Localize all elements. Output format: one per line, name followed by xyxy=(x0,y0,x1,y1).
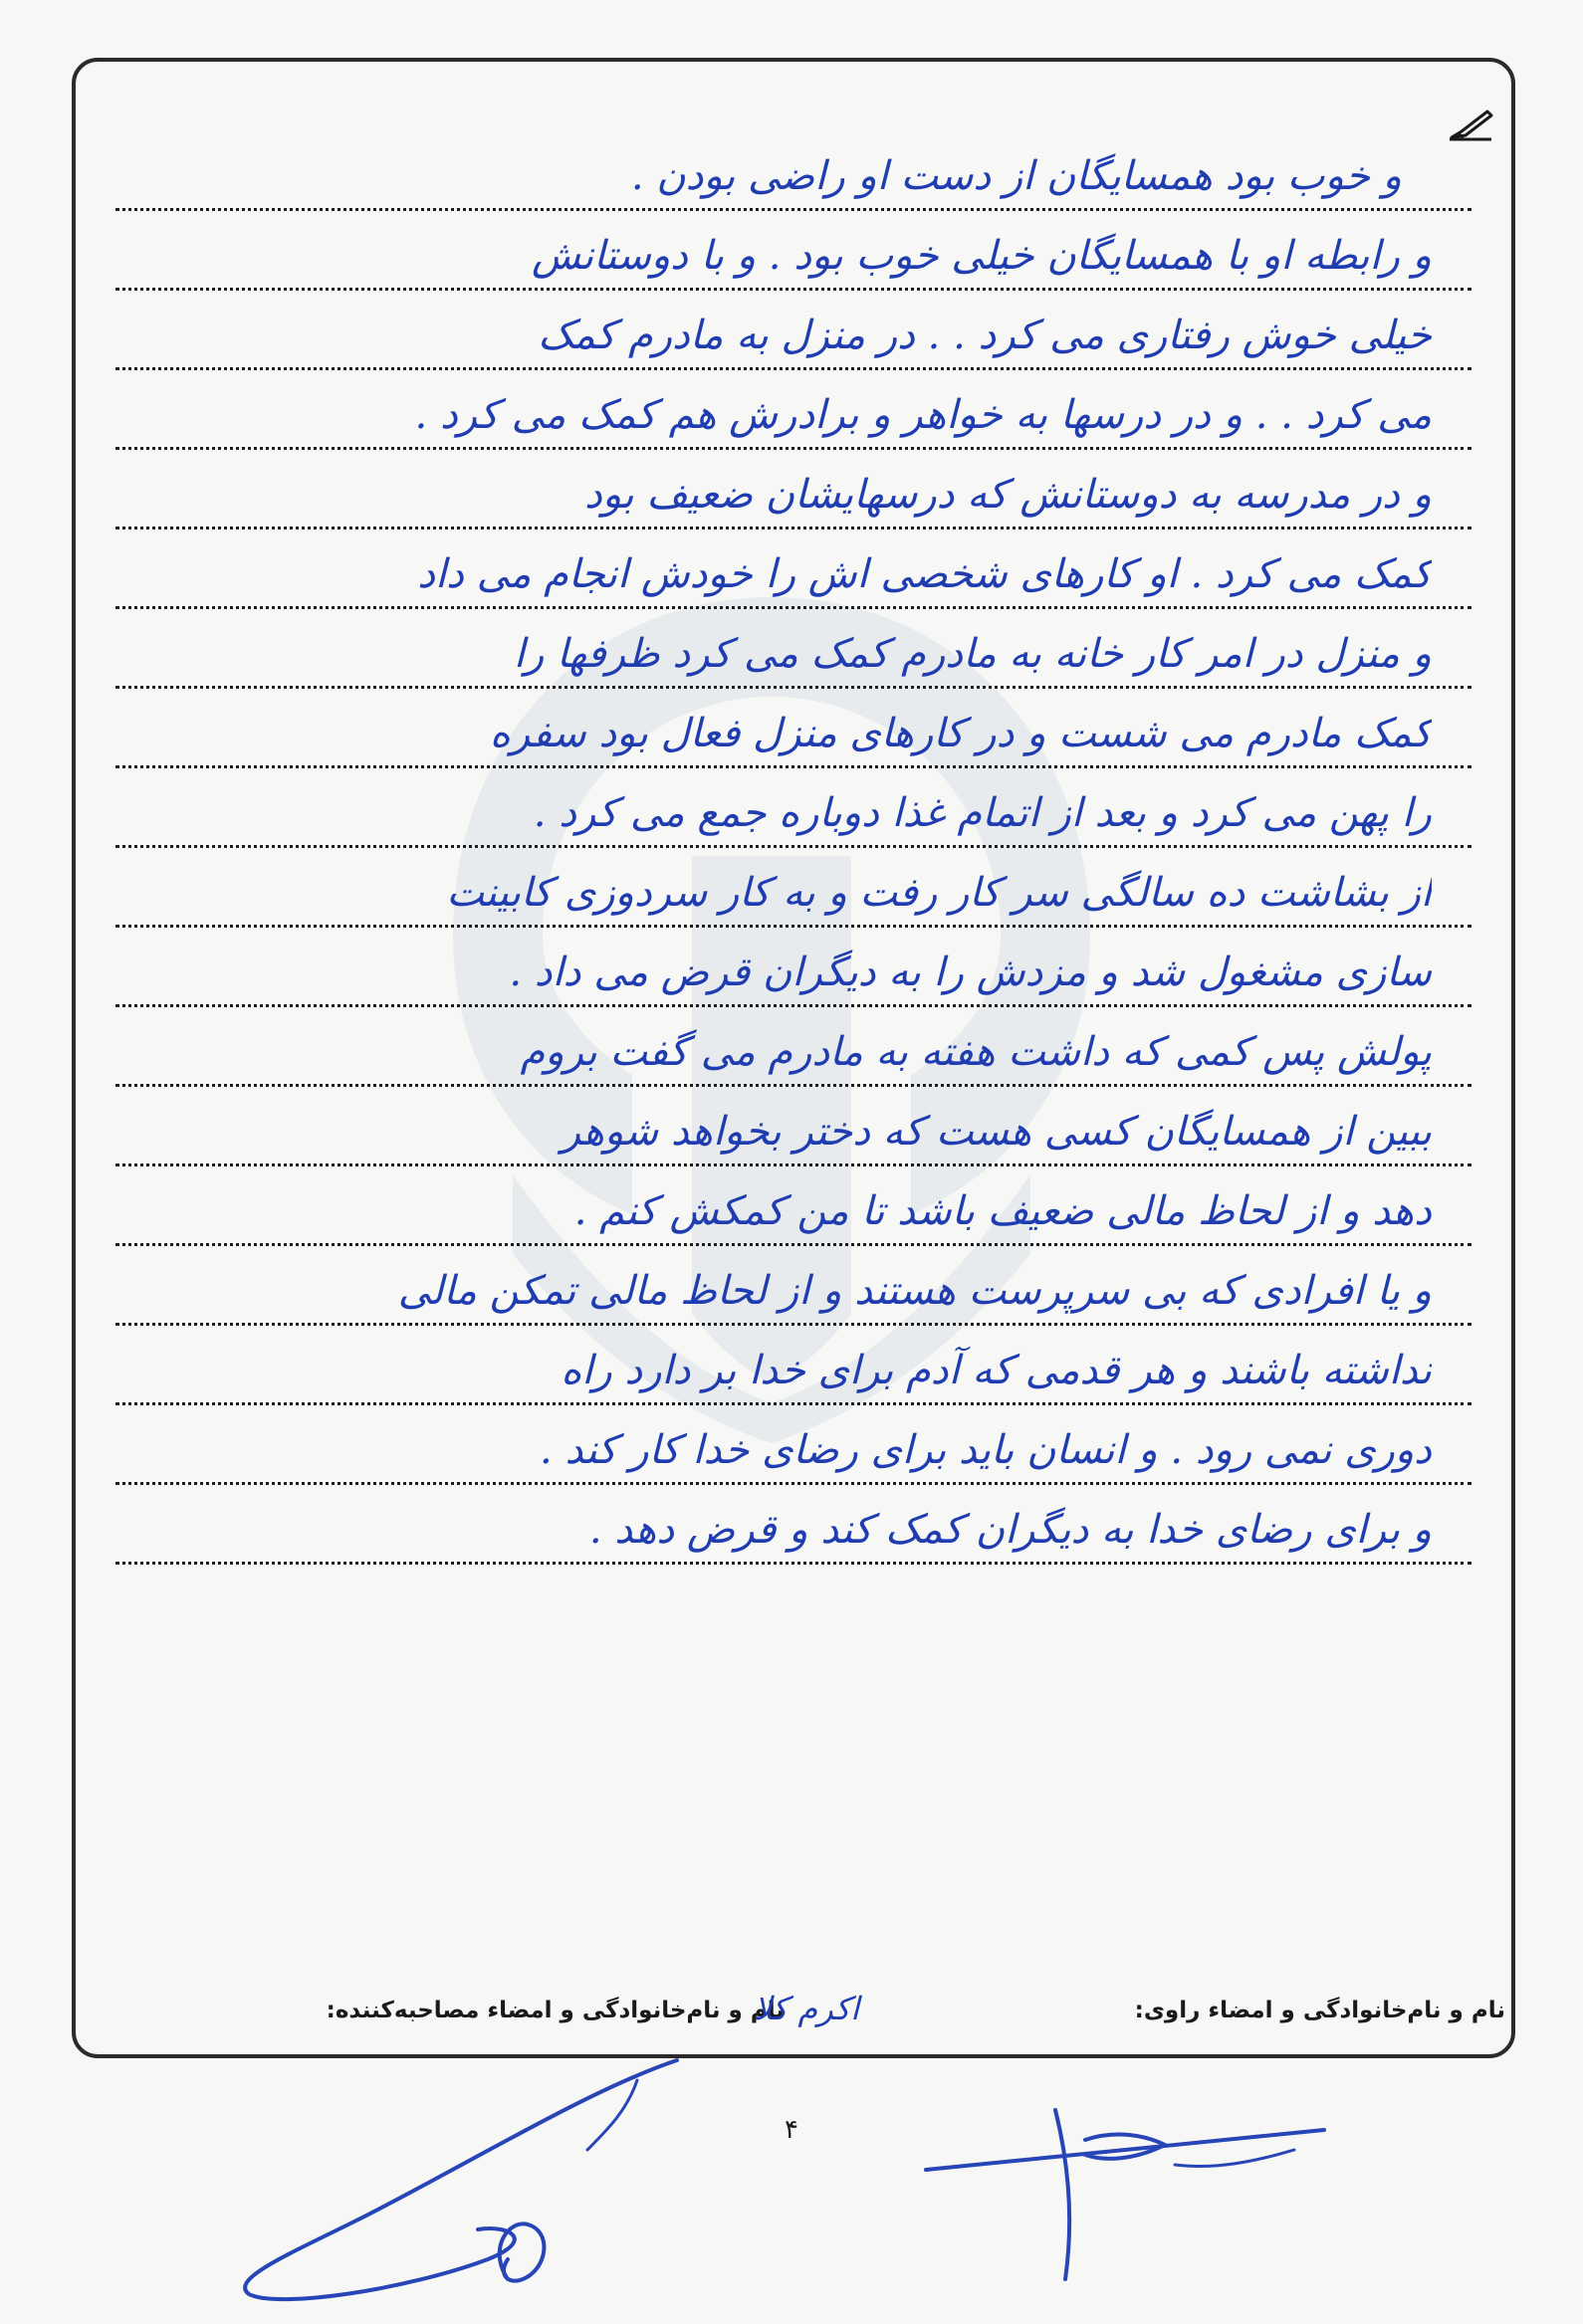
line-text: و یا افرادی که بی سرپرست هستند و از لحاظ مالی تمکن مالی xyxy=(397,1268,1432,1314)
text-line xyxy=(115,450,1471,529)
line-text: و منزل در امر کار خانه به مادرم کمک می کرد ظرفها را xyxy=(513,631,1432,677)
line-text: کمک مادرم می شست و در کارهای منزل فعال بود سفره xyxy=(489,711,1432,756)
text-line xyxy=(115,768,1471,848)
text-line xyxy=(115,1246,1471,1326)
line-text: پولش پس کمی که داشت هفته به مادرم می گفت بروم xyxy=(520,1029,1432,1075)
line-text: نداشته باشند و هر قدمی که آدم برای خدا بر دارد راه xyxy=(561,1348,1432,1393)
line-text: دوری نمی رود . و انسان باید برای رضای خدا کار کند . xyxy=(540,1427,1432,1473)
line-text: و برای رضای خدا به دیگران کمک کند و قرض دهد . xyxy=(588,1507,1432,1553)
line-text: و رابطه او با همسایگان خیلی خوب بود . و با دوستانش xyxy=(531,233,1432,279)
line-text: سازی مشغول شد و مزدش را به دیگران قرض می داد . xyxy=(509,950,1432,995)
text-line xyxy=(115,1166,1471,1246)
page-frame xyxy=(72,58,1515,2058)
text-line xyxy=(115,689,1471,768)
text-line xyxy=(115,291,1471,370)
line-text: از بشاشت ده سالگی سر کار رفت و به کار سردوزی کابینت xyxy=(446,870,1432,916)
line-text: خیلی خوش رفتاری می کرد . . در منزل به مادرم کمک xyxy=(538,313,1432,358)
line-text: را پهن می کرد و بعد از اتمام غذا دوباره جمع می کرد . xyxy=(533,790,1432,836)
page-number: ۴ xyxy=(785,2115,798,2145)
text-line xyxy=(115,609,1471,689)
narrator-signature xyxy=(209,2050,707,2304)
line-text: ببین از همسایگان کسی هست که دختر بخواهد شوهر xyxy=(561,1109,1432,1155)
text-line xyxy=(115,370,1471,450)
text-line xyxy=(115,928,1471,1007)
line-text: و در مدرسه به دوستانش که درسهایشان ضعیف بود xyxy=(584,472,1432,518)
text-line xyxy=(115,211,1471,291)
narrator-label: نام و نام‌خانوادگی و امضاء راوی: xyxy=(1134,1998,1505,2023)
text-line xyxy=(115,1485,1471,1565)
line-text: کمک می کرد . او کارهای شخصی اش را خودش انجام می داد xyxy=(417,551,1432,597)
text-line xyxy=(115,131,1471,211)
text-line xyxy=(115,1405,1471,1485)
text-line xyxy=(115,1087,1471,1166)
text-line xyxy=(115,848,1471,928)
interviewer-name: اکرم کلا xyxy=(753,1990,859,2027)
text-line xyxy=(115,1326,1471,1405)
signature-footer xyxy=(76,1988,1511,2043)
handwritten-lines xyxy=(115,131,1471,1565)
line-text: و خوب بود همسایگان از دست او راضی بودن . xyxy=(630,153,1402,199)
line-text: دهد و از لحاظ مالی ضعیف باشد تا من کمکش کنم . xyxy=(573,1188,1432,1234)
text-line xyxy=(115,1007,1471,1087)
line-text: می کرد . . و در درسها به خواهر و برادرش هم کمک می کرد . xyxy=(414,392,1432,438)
text-line xyxy=(115,529,1471,609)
interviewer-label: نام و نام‌خانوادگی و امضاء مصاحبه‌کننده: xyxy=(326,1998,785,2023)
